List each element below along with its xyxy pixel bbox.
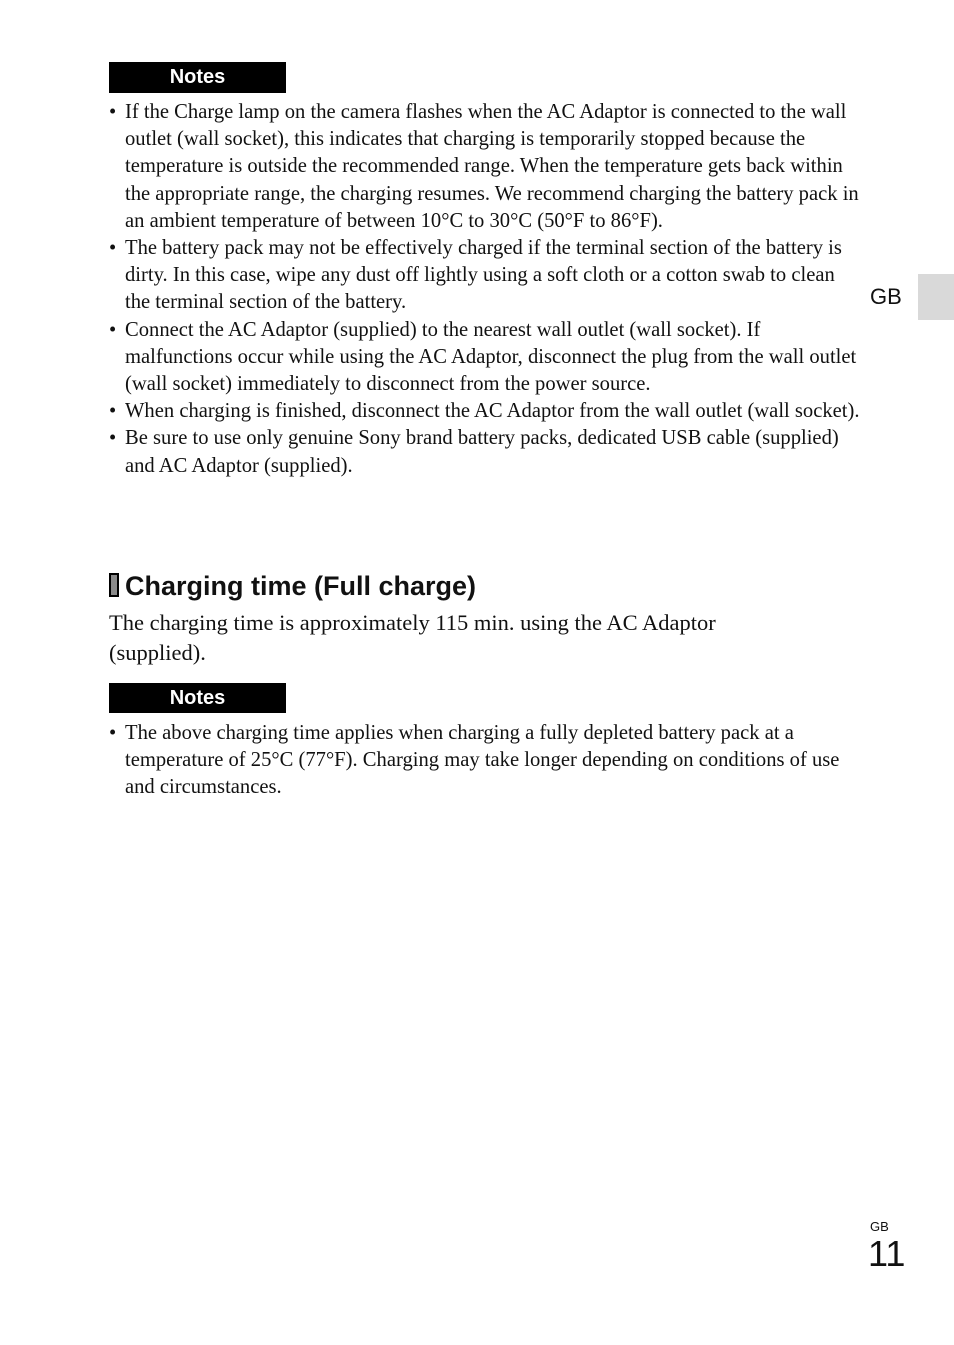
list-item <box>109 425 861 479</box>
note-text: Connect the AC Adaptor (supplied) to the nearest wall outlet (wall socket). If malfunctions occur while using the AC Adaptor, disconnect the plug from the wall outlet (wall socket) immediately to disconnect from the power source. <box>125 318 857 396</box>
note-text: When charging is finished, disconnect the AC Adaptor from the wall outlet (wall socket). <box>125 400 860 423</box>
list-item <box>109 235 861 317</box>
footer-language: GB <box>870 1219 889 1234</box>
notes-badge: Notes <box>109 62 286 93</box>
bullet-icon: • <box>109 237 117 260</box>
page-number: 11 <box>868 1233 906 1274</box>
bullet-icon: • <box>109 400 117 423</box>
section-body: The charging time is approximately 115 min. using the AC Adaptor (supplied). <box>109 610 716 665</box>
bullet-icon: • <box>109 722 117 744</box>
note-text: If the Charge lamp on the camera flashes when the AC Adaptor is connected to the wall outlet (wall socket), this indicates that charging is temporarily stopped because the temperature is outside the recommended range. When the temperature gets back within the appropriate range, the charging resumes. We recommend charging the battery pack in an ambient temperature of between 10°C to 30°C (50°F to 86°F). <box>125 101 859 232</box>
notes-list <box>109 99 861 480</box>
bullet-icon: • <box>109 427 117 450</box>
side-tab <box>918 274 954 320</box>
bullet-icon: • <box>109 101 117 123</box>
section-heading <box>109 568 476 604</box>
side-tab-label: GB <box>870 284 902 309</box>
notes-badge: Notes <box>109 683 286 713</box>
list-item <box>109 317 861 399</box>
list-item <box>109 99 861 235</box>
notes-list <box>109 720 861 802</box>
list-item <box>109 720 861 802</box>
list-item <box>109 398 861 425</box>
note-text: The above charging time applies when charging a fully depleted battery pack at a temperature of 25°C (77°F). Charging may take longer depending on conditions of use and circumstances. <box>125 722 840 799</box>
note-text: The battery pack may not be effectively charged if the terminal section of the battery is dirty. In this case, wipe any dust off lightly using a soft cloth or a cotton swab to clean the terminal section of the battery. <box>125 237 842 314</box>
note-text: Be sure to use only genuine Sony brand battery packs, dedicated USB cable (supplied) and AC Adaptor (supplied). <box>125 427 839 477</box>
heading-marker-icon <box>109 573 119 597</box>
section-title: Charging time (Full charge) <box>125 571 477 601</box>
bullet-icon: • <box>109 318 117 341</box>
